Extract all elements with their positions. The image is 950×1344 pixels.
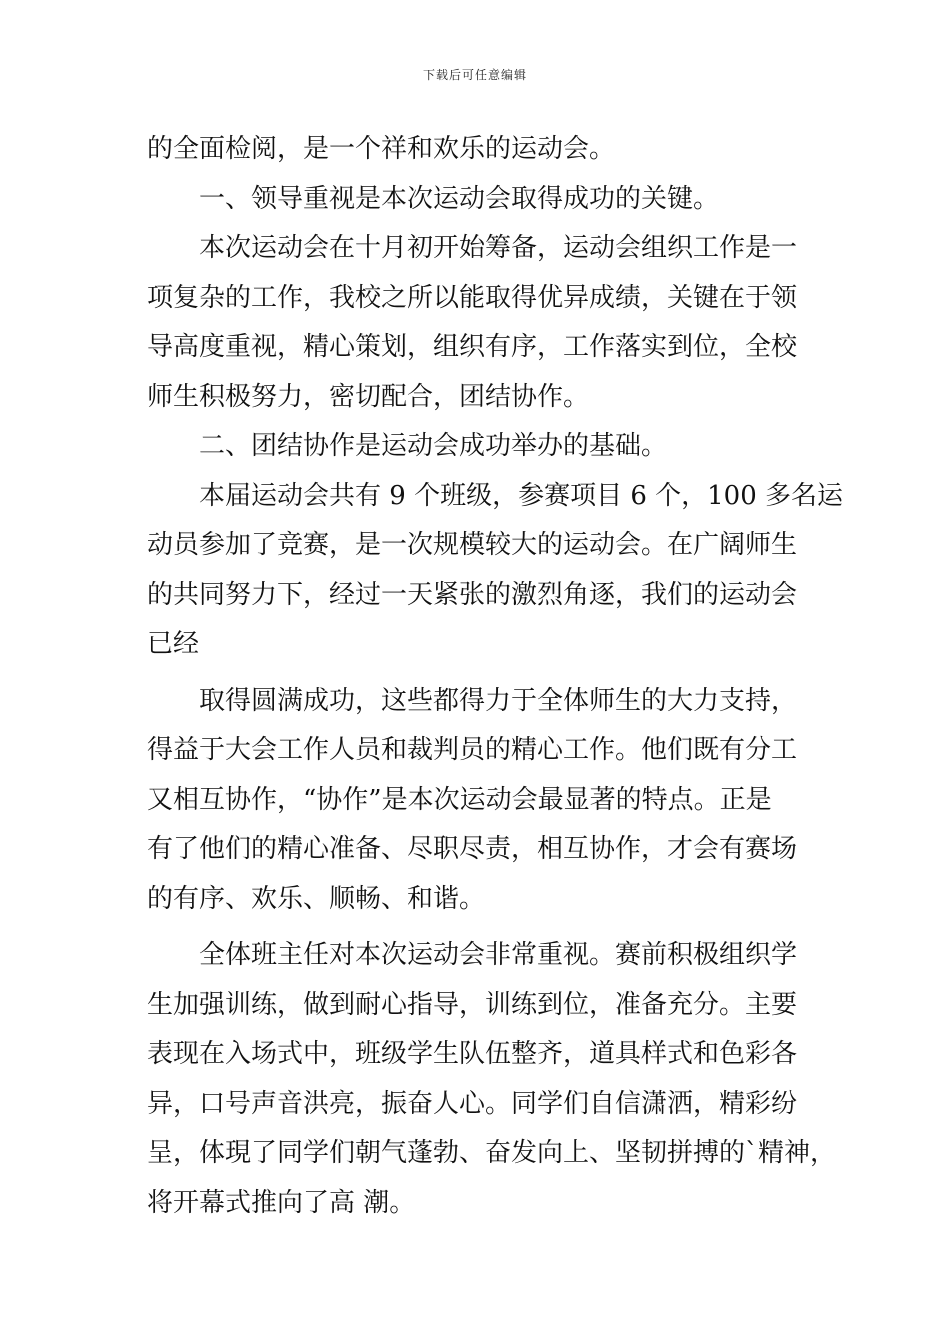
text-line: 得益于大会工作人员和裁判员的精心工作。他们既有分工 (147, 735, 798, 765)
text-line: 导高度重视，精心策划，组织有序，工作落实到位，全校 (147, 332, 798, 362)
page-header-note: 下载后可任意编辑 (422, 68, 527, 82)
heading-2-teamwork (147, 422, 837, 472)
text-line: 生加强训练，做到耐心指导，训练到位，准备充分。主要 (147, 989, 798, 1020)
text-line: 取得圆满成功，这些都得力于全体师生的大力支持， (199, 685, 798, 716)
text-line: 的共同努力下，经过一天紧张的激烈角逐，我们的运动会 (147, 579, 798, 610)
paragraph-4 (147, 677, 837, 925)
paragraph-2 (147, 224, 837, 422)
text-line: 又相互协作，“协作”是本次运动会最显著的特点。正是 (147, 784, 772, 815)
text-line: 表现在入场式中，班级学生队伍整齐，道具样式和色彩各 (147, 1039, 798, 1069)
heading-1-leadership (147, 175, 837, 225)
text-line: 异，口号声音洪亮，振奋人心。同学们自信潇洒，精彩纷 (147, 1088, 798, 1119)
text-line: 全体班主任对本次运动会非常重视。赛前积极组织学 (199, 940, 798, 970)
text-line: 呈，体現了同学们朝气蓬勃、奋发向上、坚韧拼搏的`精神， (147, 1138, 837, 1168)
paragraph-gap (147, 670, 837, 677)
section-heading: 二、团结协作是运动会成功举办的基础。 (199, 431, 668, 461)
paragraph-5 (147, 931, 837, 1228)
section-heading: 一、领导重视是本次运动会取得成功的关键。 (199, 183, 720, 214)
text-line: 师生积极努力，密切配合，团结协作。 (147, 381, 590, 412)
text-line: 项复杂的工作，我校之所以能取得优异成绩，关键在于领 (147, 282, 798, 313)
text-line: 动员参加了竞赛，是一次规模较大的运动会。在广阔师生 (147, 530, 798, 560)
text-line: 将开幕式推向了高 潮。 (147, 1187, 416, 1218)
text-line: 的全面检阅，是一个祥和欢乐的运动会。 (147, 134, 616, 164)
paragraph-gap (147, 924, 837, 931)
text-line: 本次运动会在十月初开始筹备，运动会组织工作是一 (199, 233, 798, 263)
paragraph-1 (147, 125, 837, 175)
document-body (147, 125, 844, 1228)
text-line: 有了他们的精心准备、尽职尽责，相互协作，才会有赛场 (147, 834, 798, 864)
text-line: 的有序、欢乐、顺畅、和谐。 (147, 883, 486, 914)
paragraph-3 (147, 472, 844, 670)
text-line: 已经 (147, 629, 200, 659)
text-line: 本届运动会共有 9 个班级，参赛项目 6 个，100 多名运 (199, 480, 844, 511)
